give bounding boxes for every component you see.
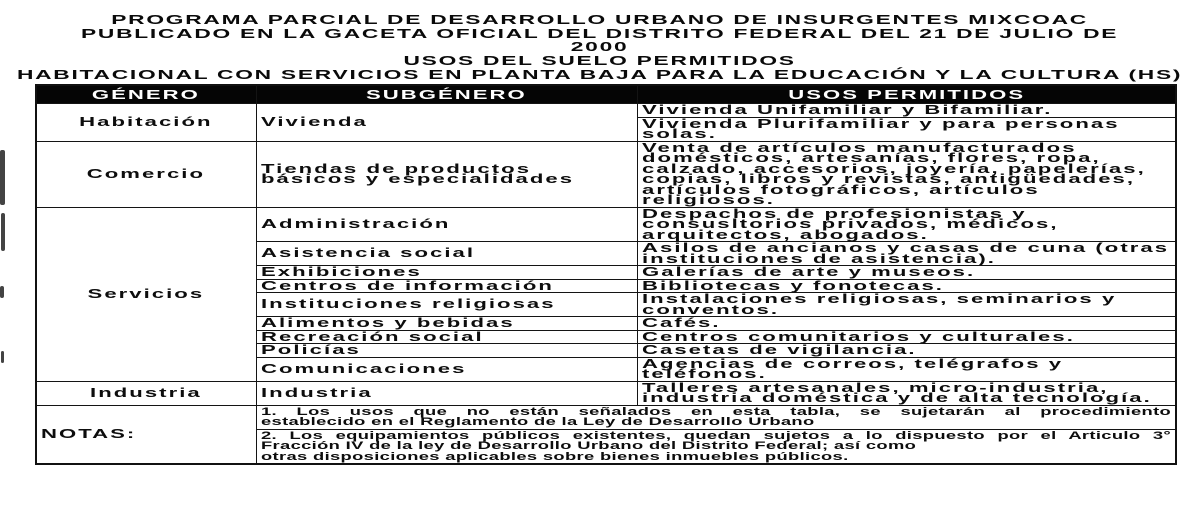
usos-text: Vivienda Plurifamiliar y para personas solas. — [641, 117, 1120, 141]
cell-subgenero-tiendas — [256, 141, 637, 207]
table-row-habitacion-1 — [36, 104, 1176, 118]
genero-servicios-label: Servicios — [87, 285, 205, 301]
subgenero-label: Centros de información — [260, 279, 554, 293]
title-line-1: PROGRAMA PARCIAL DE DESARROLLO URBANO DE INSURGENTES MIXCOAC — [111, 12, 1089, 27]
usos-text: Instalaciones religiosas, seminarios y conventos. — [641, 292, 1116, 317]
usos-text: Casetas de vigilancia. — [641, 343, 917, 357]
usos-text: Bibliotecas y fonotecas. — [641, 279, 944, 293]
usos-text: Venta de artículos manufacturados domésticos, artesanías, flores, ropa, calzado, accesorios, joyería, papelerías, copias, libros y revistas, antigüedades, artículos fotográficos, artículos religiosos. — [641, 141, 1146, 207]
genero-habitacion-label: Habitación — [79, 114, 213, 129]
usos-text: Vivienda Unifamiliar y Bifamiliar. — [641, 103, 1052, 117]
nota-2-line-2: Fracción IV de la ley de Desarrollo Urbano del Distrito Federal; así como — [260, 440, 916, 452]
cell-usos-centros-informacion — [637, 279, 1176, 293]
subgenero-vivienda-label: Vivienda — [260, 114, 368, 129]
nota-2-text — [261, 431, 1171, 463]
subgenero-label: Alimentos y bebidas — [260, 316, 515, 330]
subgenero-label: Asistencia social — [260, 245, 475, 261]
column-header-subgenero — [256, 85, 637, 104]
cell-usos-vivienda-unifamiliar — [637, 104, 1176, 118]
column-header-usos-label: USOS PERMITIDOS — [787, 87, 1025, 102]
cell-subgenero-alimentos-bebidas — [256, 317, 637, 331]
notas-label: NOTAS: — [41, 426, 137, 441]
usos-text: Centros comunitarios y culturales. — [641, 330, 1075, 344]
cell-usos-asistencia-social — [637, 242, 1176, 266]
scan-artifact — [0, 150, 5, 205]
subgenero-label: Policías — [260, 343, 361, 357]
subgenero-label: Industria — [260, 384, 373, 400]
cell-usos-exhibiciones — [637, 266, 1176, 280]
subtitle-line-1: USOS DEL SUELO PERMITIDOS — [403, 53, 797, 68]
table-row-servicios-administracion — [36, 207, 1176, 242]
usos-text: Asilos de ancianos y casas de cuna (otras instituciones de asistencia). — [641, 241, 1169, 266]
scan-artifact — [1, 351, 4, 363]
cell-subgenero-industria — [256, 381, 637, 405]
column-header-subgenero-label: SUBGÉNERO — [366, 87, 527, 102]
cell-nota-1 — [256, 405, 1176, 429]
column-header-usos — [637, 85, 1176, 104]
cell-subgenero-instituciones-religiosas — [256, 293, 637, 317]
subgenero-label: Recreación social — [260, 330, 484, 344]
cell-usos-comercio — [637, 141, 1176, 207]
table-row-comercio — [36, 141, 1176, 207]
cell-subgenero-centros-informacion — [256, 279, 637, 293]
nota-2-line-3: otras disposiciones aplicables sobre bienes inmuebles públicos. — [260, 450, 849, 463]
document-subtitle — [0, 54, 1200, 81]
cell-usos-alimentos-bebidas — [637, 317, 1176, 331]
subgenero-label: Instituciones religiosas — [260, 296, 556, 312]
usos-text: Talleres artesanales, micro-industria, industria doméstica y de alta tecnología. — [641, 381, 1152, 405]
cell-usos-administracion — [637, 207, 1176, 242]
title-line-3: 2000 — [571, 39, 629, 54]
cell-nota-2 — [256, 429, 1176, 464]
genero-comercio-label: Comercio — [87, 165, 206, 181]
table-header-row — [36, 85, 1176, 104]
scan-artifact — [0, 286, 4, 298]
cell-usos-policias — [637, 344, 1176, 358]
cell-usos-vivienda-plurifamiliar — [637, 117, 1176, 141]
subgenero-label: Administración — [260, 216, 450, 231]
usos-text: Galerías de arte y museos. — [641, 265, 975, 279]
subtitle-line-2: HABITACIONAL CON SERVICIOS EN PLANTA BAJA PARA LA EDUCACIÓN Y LA CULTURA (HS) — [17, 66, 1183, 82]
column-header-genero-label: GÉNERO — [92, 87, 201, 102]
cell-subgenero-administracion — [256, 207, 637, 242]
nota-1-line-1: 1. Los usos que no están señalados en esta tabla, se sujetarán al procedimiento — [260, 405, 1171, 418]
cell-subgenero-comunicaciones — [256, 357, 637, 381]
cell-usos-instituciones-religiosas — [637, 293, 1176, 317]
cell-subgenero-exhibiciones — [256, 266, 637, 280]
cell-usos-industria — [637, 381, 1176, 405]
scan-artifact — [1, 213, 5, 251]
document-title — [0, 13, 1200, 54]
cell-subgenero-vivienda — [256, 104, 637, 142]
genero-industria-label: Industria — [90, 384, 203, 400]
table-row-nota-1 — [36, 405, 1176, 429]
cell-subgenero-recreacion-social — [256, 330, 637, 344]
cell-genero-servicios — [36, 207, 256, 381]
nota-2-line-1: 2. Los equipamientos públicos existentes, quedan sujetos a lo dispuesto por el Articulo 3° — [260, 429, 1171, 442]
subgenero-tiendas-label: Tiendas de productos básicos y especialidades — [260, 160, 574, 186]
cell-usos-comunicaciones — [637, 357, 1176, 381]
cell-notas-label — [36, 405, 256, 464]
nota-1-line-2: establecido en el Reglamento de la Ley de Desarrollo Urbano — [260, 416, 815, 428]
cell-subgenero-asistencia-social — [256, 242, 637, 266]
subgenero-label: Comunicaciones — [260, 360, 466, 376]
usos-text: Agencias de correos, telégrafos y teléfonos. — [641, 357, 1063, 381]
subgenero-label: Exhibiciones — [260, 265, 422, 279]
title-line-2: PUBLICADO EN LA GACETA OFICIAL DEL DISTRITO FEDERAL DEL 21 DE JULIO DE — [81, 25, 1119, 41]
cell-genero-habitacion — [36, 104, 256, 142]
usos-text: Despachos de profesionistas y consusltorios privados, médicos, arquitectos, abogados. — [641, 207, 1059, 242]
column-header-genero — [36, 85, 256, 104]
cell-genero-industria — [36, 381, 256, 405]
usos-text: Cafés. — [641, 316, 721, 330]
land-use-table — [35, 84, 1177, 465]
table-row-industria — [36, 381, 1176, 405]
cell-subgenero-policias — [256, 344, 637, 358]
cell-genero-comercio — [36, 141, 256, 207]
cell-usos-recreacion-social — [637, 330, 1176, 344]
nota-1-text — [261, 407, 1171, 428]
